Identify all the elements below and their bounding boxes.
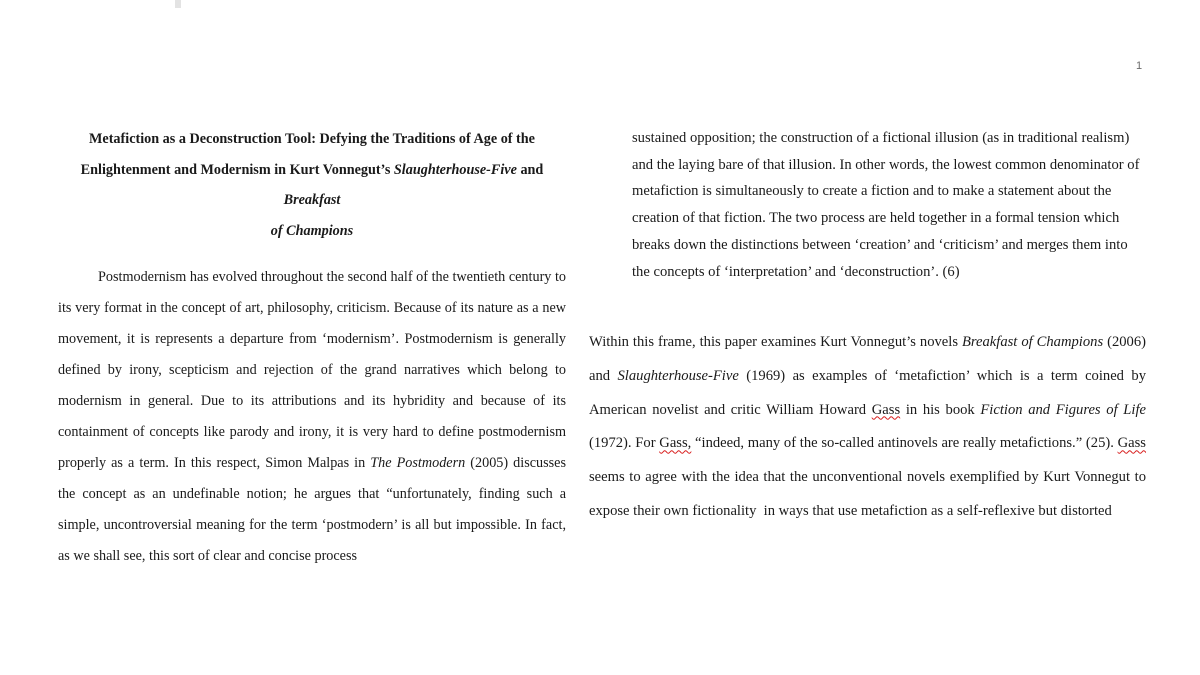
- frame-paragraph: [589, 326, 1146, 529]
- spellcheck-word[interactable]: Gass: [871, 401, 901, 418]
- intro-text-1: Postmodernism has evolved throughout the second half of the twentieth century to its very format in the concept of art, philosophy, criticism. Because of its nature as a new movement, it is represents a departure from ‘modernism’. Postmodernism is generally defined by irony, scepticism and rejection of the grand narratives which belong to modernism in general. Due to its attributions and its hybridity and because of its containment of concepts like parody and irony, it is very hard to define postmodernism properly as a term. In this respect, Simon Malpas in: [58, 269, 566, 471]
- frame-italic-fiction-figures: Fiction and Figures of Life: [980, 401, 1146, 418]
- title-line-2-text: Enlightenment and Modernism in Kurt Vonnegut’s: [80, 161, 394, 178]
- title-slaughterhouse-italic: Slaughterhouse-Five: [393, 161, 517, 178]
- intro-paragraph: [58, 262, 566, 572]
- title-breakfast-italic: Breakfast: [283, 192, 341, 208]
- frame-text-7: seems to agree with the idea that the unconventional novels exemplified by Kurt Vonnegut to expose their own fictionality in ways that use metafiction as a self-reflexive but distorted: [589, 469, 1146, 519]
- title-and: and: [516, 161, 544, 178]
- spellcheck-word[interactable]: Gass,: [659, 435, 692, 452]
- frame-text-6: “indeed, many of the so-called antinovels are really metafictions.” (25).: [691, 435, 1118, 452]
- frame-text-4: in his book: [900, 401, 981, 418]
- intro-italic-postmodern: The Postmodern: [370, 455, 466, 471]
- title-line-1: Metafiction as a Deconstruction Tool: Defying the Traditions of Age of the: [89, 131, 535, 147]
- paper-title: [58, 124, 566, 246]
- frame-text-2: (2006) and: [589, 334, 1146, 384]
- spellcheck-word[interactable]: Gass: [1117, 435, 1146, 452]
- frame-italic-breakfast: Breakfast of Champions: [961, 334, 1104, 350]
- intro-text-2: (2005) discusses the concept as an undefinable notion; he argues that “unfortunately, finding such a simple, uncontroversial meaning for the term ‘postmodern’ is all but impossible. In fact, as we shall see, this sort of clear and concise process: [58, 455, 566, 564]
- title-line-3: of Champions: [270, 222, 354, 239]
- block-quote: sustained opposition; the construction of a fictional illusion (as in traditional realism) and the laying bare of that illusion. In other words, the lowest common denominator of metafiction is simultaneously to create a fiction and to make a statement about the creation of that fiction. The two process are held together in a formal tension which breaks down the distinctions between ‘creation’ and ‘criticism’ and merges them into the concepts of ‘interpretation’ and ‘deconstruction’. (6): [632, 130, 1140, 280]
- frame-text-3: (1969) as examples of ‘metafiction’ which is a term coined by American novelist and critic William Howard: [589, 367, 1146, 418]
- page-number: 1: [1136, 60, 1143, 72]
- frame-text-5: (1972). For: [589, 435, 660, 452]
- page-corner-mark: [175, 0, 181, 8]
- frame-text-1: Within this frame, this paper examines Kurt Vonnegut’s novels: [589, 334, 962, 350]
- frame-italic-slaughterhouse: Slaughterhouse-Five: [617, 367, 739, 384]
